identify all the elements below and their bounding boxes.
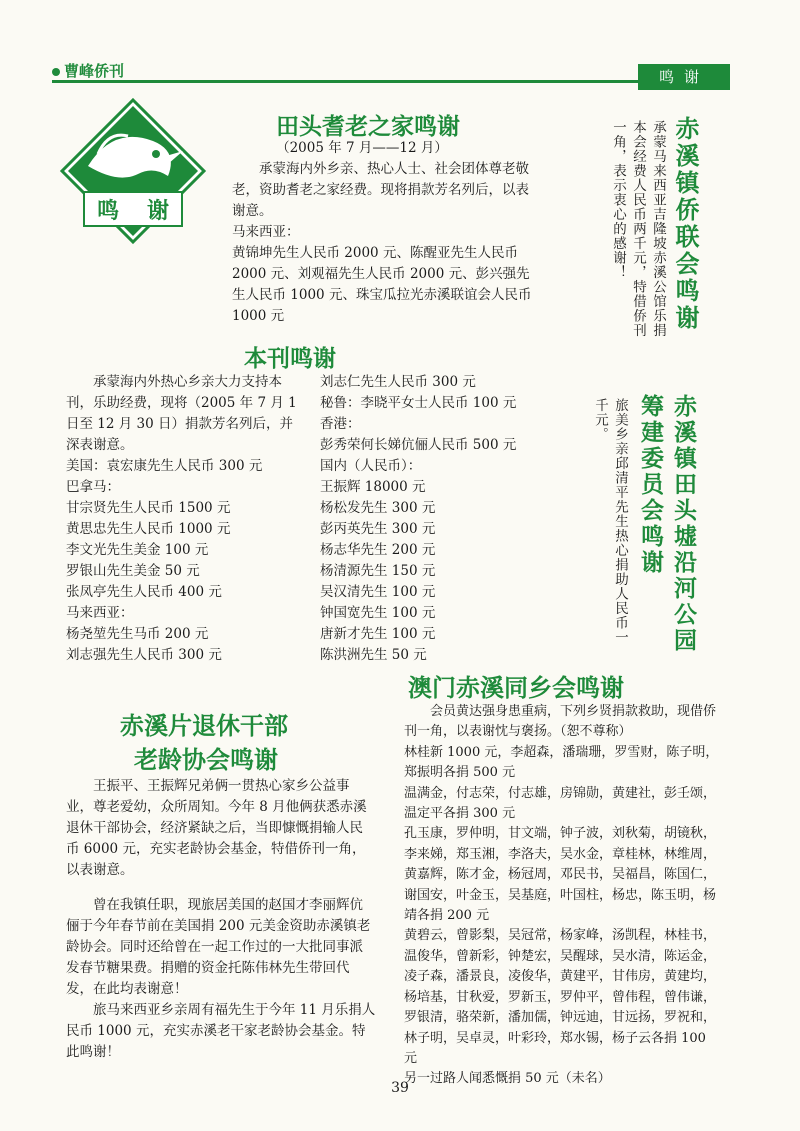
paragraph-2: 曾在我镇任职，现旅居美国的赵国才李丽辉伉俪于今年春节前在美国捐 200 元美金资助赤溪镇老龄协会。同时还给曾在一起工作过的一大批同事派发春节糖果费。捐赠的资金托陈伟林先生带回代发，在此均表谢意！ — [66, 897, 371, 997]
region: 马来西亚： — [232, 224, 300, 240]
article-body-tiantou — [232, 138, 532, 327]
article-title-macau: 澳门赤溪同乡会鸣谢 — [408, 674, 624, 702]
donor-group-4: 黄碧云，曾影梨，吴冠常，杨家峰，汤凯程，林桂书，温俊华，曾新彩，钟楚宏，吴醒球，吴水清，陈运金，凌子森，潘景良，凌俊华，黄建平，甘伟房，黄建均，杨培基，甘秋爱，罗新玉，罗仲平，曾伟程，曾伟谦，罗银清，骆荣新，潘加儒，钟远迪，甘远扬，罗祝和，林子明，吴卓灵，叶彩玲，郑水锡，杨子云各捐 100 元 — [404, 928, 717, 1066]
donor-line: 巴拿马： — [66, 479, 120, 495]
donor-line: 张凤亭先生人民币 400 元 — [66, 584, 222, 600]
paragraph-3: 旅马来西亚乡亲周有福先生于今年 11 月乐捐人民币 1000 元，充实赤溪老干家老龄协会基金。特此鸣谢！ — [66, 1002, 376, 1060]
donor-group-2: 温满金，付志荣，付志雄，房锦勋，黄建社，彭壬颂，温定平各捐 300 元 — [404, 785, 717, 822]
intro: 承蒙海内外乡亲、热心人士、社会团体尊老敬老，资助耆老之家经费。现将捐款芳名列后，以表谢意。 — [232, 161, 529, 219]
donor-line: 杨尧堃先生马币 200 元 — [66, 626, 209, 642]
donor-group-5: 另一过路人闻悉慨捐 50 元（未名） — [404, 1071, 611, 1087]
article-title-laoling-2: 老龄协会鸣谢 — [134, 746, 278, 774]
donor-line: 钟国宽先生 100 元 — [320, 605, 436, 621]
donor-line: 刘志强先生人民币 300 元 — [66, 647, 222, 663]
thanks-logo — [58, 96, 208, 246]
period: （2005 年 7 月——12 月） — [276, 140, 448, 156]
logo-char-right: 谢 — [146, 199, 170, 224]
donor-group-1: 林桂新 1000 元，李超森，潘瑞珊，罗雪财，陈子明，郑振明各捐 500 元 — [404, 744, 719, 781]
donor-line: 秘鲁：李晓平女士人民币 100 元 — [320, 395, 517, 411]
article-body-laoling — [66, 776, 376, 1063]
article-title-park: 赤溪镇田头墟沿河公园筹建委员会鸣谢 — [637, 394, 696, 654]
article-title-bengan: 本刊鸣谢 — [244, 346, 336, 372]
article-body-park: 旅美乡亲邱清平先生热心捐助人民币一千元。 — [592, 398, 628, 645]
article-title-tiantou: 田头耆老之家鸣谢 — [276, 114, 460, 140]
donor-line: 唐新才先生 100 元 — [320, 626, 436, 642]
donor-line: 马来西亚： — [66, 605, 134, 621]
donor-line: 彭丙英先生 300 元 — [320, 521, 436, 537]
donor-line: 黄思忠先生人民币 1000 元 — [66, 521, 231, 537]
logo-char-left: 鸣 — [96, 199, 120, 224]
donor-group-3: 孔玉康，罗仲明，甘文端，钟子波，刘秋菊，胡镜秋，李来娣，郑玉湘，李洛夫，吴水金，章桂林，林维周，黄嘉辉，陈才金，杨冠周，邓民书，吴福昌，陈国仁，谢国安，叶金玉，吴基庭，叶国柱，杨忠，陈玉明，杨靖各捐 200 元 — [404, 826, 717, 924]
article-body-macau — [404, 702, 722, 1090]
article-body-qiaolian: 承蒙马来西亚吉隆坡赤溪公馆乐捐本会经费人民币两千元，特借侨刊一角，表示衷心的感谢！ — [610, 120, 666, 338]
page-number: 39 — [391, 1080, 409, 1096]
donor-line: 杨清源先生 150 元 — [320, 563, 436, 579]
intro: 会员黄达强身患重病，下列乡贤捐款救助，现借侨刊一角，以表谢忱与褒扬。（恕不尊称） — [404, 704, 717, 740]
journal-name: 曹峰侨刊 — [52, 60, 124, 81]
header-rule — [52, 80, 730, 83]
donor-line: 吴汉清先生 100 元 — [320, 584, 436, 600]
article-body-bengan-right — [320, 372, 580, 666]
donor-line: 杨松发先生 300 元 — [320, 500, 436, 516]
donor-list: 黄锦坤先生人民币 2000 元、陈醒亚先生人民币 2000 元、刘观福先生人民币 2000 元、彭兴强先生人民币 1000 元、珠宝瓜拉光赤溪联谊会人民币 1000 元 — [232, 245, 532, 324]
donor-line: 美国：袁宏康先生人民币 300 元 — [66, 458, 263, 474]
article-title-qiaolian: 赤溪镇侨联会鸣谢 — [671, 116, 699, 332]
intro: 承蒙海内外热心乡亲大力支持本刊，乐助经费，现将（2005 年 7 月 1 日至 12 月 30 日）捐款芳名列后，并深表谢意。 — [66, 374, 297, 453]
donor-line: 刘志仁先生人民币 300 元 — [320, 374, 476, 390]
donor-line: 甘宗贤先生人民币 1500 元 — [66, 500, 231, 516]
donor-line: 彭秀荣何长娣伉俪人民币 500 元 — [320, 437, 517, 453]
donor-column-2 — [320, 372, 580, 666]
section-label: 鸣谢 — [638, 64, 730, 90]
article-title-laoling-1: 赤溪片退休干部 — [120, 712, 288, 740]
donor-line: 国内（人民币）： — [320, 458, 422, 474]
donor-line: 陈洪洲先生 50 元 — [320, 647, 427, 663]
donor-line: 杨志华先生 200 元 — [320, 542, 436, 558]
donor-line: 罗银山先生美金 50 元 — [66, 563, 200, 579]
donor-line: 李文光先生美金 100 元 — [66, 542, 209, 558]
donor-column-1 — [66, 456, 306, 666]
article-body-bengan-left — [66, 372, 306, 666]
donor-line: 王振辉 18000 元 — [320, 479, 426, 495]
bullet-icon — [52, 68, 60, 76]
donor-line: 香港： — [320, 416, 361, 432]
paragraph-1: 王振平、王振辉兄弟俩一贯热心家乡公益事业，尊老爱幼，众所周知。今年 8 月他俩获悉赤溪退休干部协会，经济紧缺之后，当即慷慨捐输人民币 6000 元，充实老龄协会基金，特借侨刊一角，以表谢意。 — [66, 778, 367, 878]
